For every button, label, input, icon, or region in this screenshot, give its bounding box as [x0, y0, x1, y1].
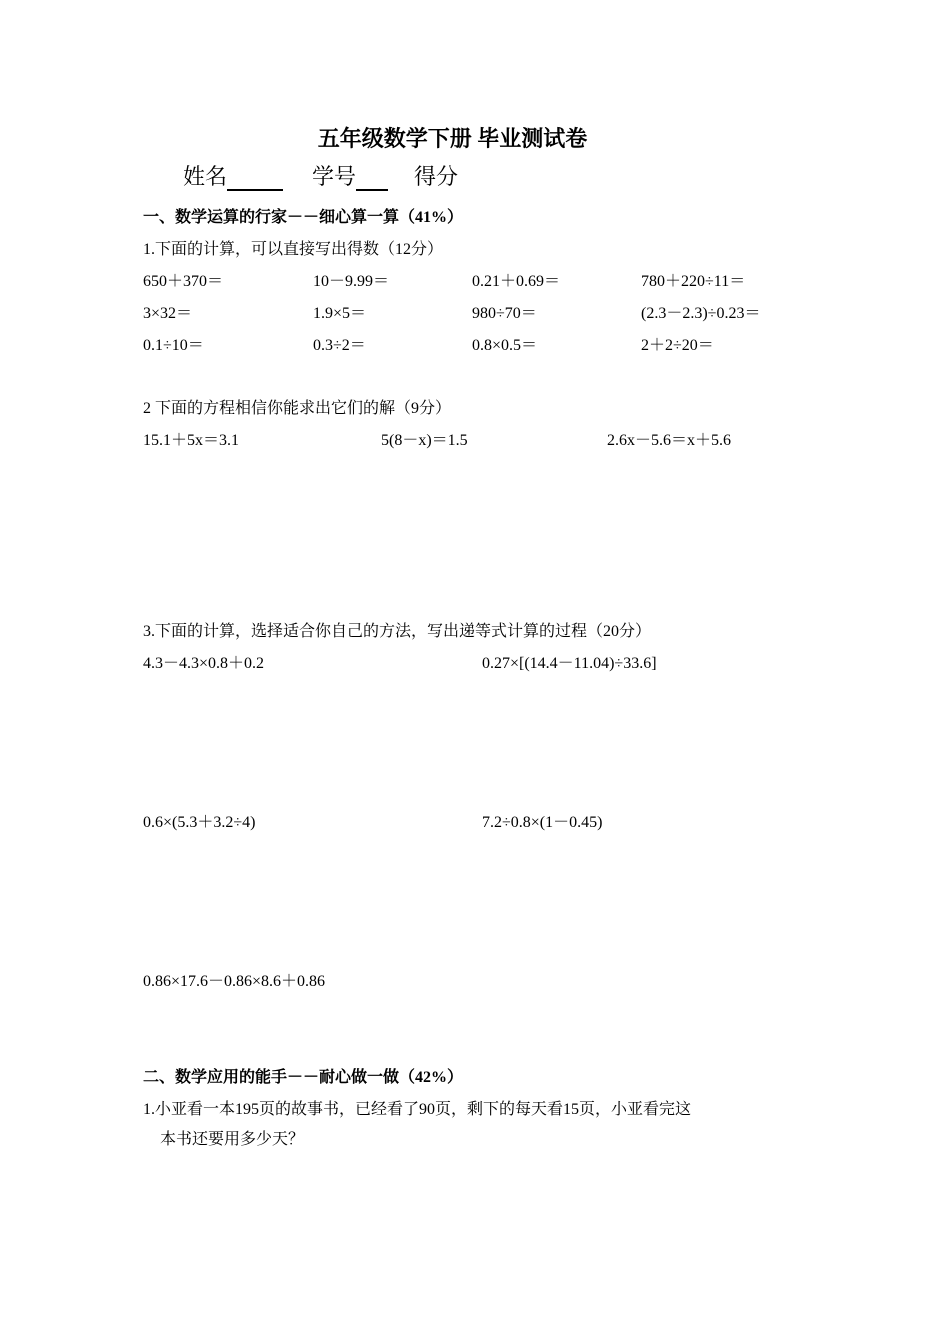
section2-heading: 二、数学应用的能手－－耐心做一做（42%） [143, 1069, 464, 1086]
section1-heading: 一、数学运算的行家－－细心算一算（41%） [143, 209, 464, 226]
q3-prompt: 3.下面的计算，选择适合你自己的方法，写出递等式计算的过程（20分） [143, 623, 652, 640]
q1-cell: 0.1÷10＝ [143, 337, 204, 354]
q2-equation: 2.6x－5.6＝x＋5.6 [607, 432, 732, 449]
q1-cell: 0.3÷2＝ [313, 337, 366, 354]
student-info-line [183, 160, 283, 191]
number-blank[interactable] [356, 167, 388, 191]
score-field [414, 160, 458, 191]
q2-prompt: 2 下面的方程相信你能求出它们的解（9分） [143, 400, 452, 417]
s2-q1-line2: 本书还要用多少天？ [160, 1131, 305, 1148]
q3-expression: 0.27×[(14.4－11.04)÷33.6] [482, 655, 657, 672]
q1-cell: 980÷70＝ [472, 305, 537, 322]
q1-cell: 1.9×5＝ [313, 305, 367, 322]
q1-cell: 0.21＋0.69＝ [472, 273, 561, 290]
number-field [312, 160, 388, 191]
q3-expression: 0.86×17.6－0.86×8.6＋0.86 [143, 973, 326, 990]
name-blank[interactable] [227, 167, 283, 191]
q1-cell: 0.8×0.5＝ [472, 337, 538, 354]
q1-cell: 10－9.99＝ [313, 273, 390, 290]
q1-cell: 650＋370＝ [143, 273, 224, 290]
score-label: 得分 [414, 164, 459, 189]
q1-prompt: 1.下面的计算，可以直接写出得数（12分） [143, 241, 444, 258]
q2-equation: 5(8－x)＝1.5 [381, 432, 468, 449]
q1-cell: 2＋2÷20＝ [641, 337, 714, 354]
q1-cell: 3×32＝ [143, 305, 193, 322]
s2-q1-line1: 1.小亚看一本195页的故事书，已经看了90页，剩下的每天看15页，小亚看完这 [143, 1101, 692, 1118]
q3-expression: 7.2÷0.8×(1－0.45) [482, 814, 603, 831]
name-label: 姓名 [183, 164, 228, 189]
q1-cell: (2.3－2.3)÷0.23＝ [641, 305, 761, 322]
q1-cell: 780＋220÷11＝ [641, 273, 746, 290]
q3-expression: 4.3－4.3×0.8＋0.2 [143, 655, 265, 672]
q2-equation: 15.1＋5x＝3.1 [143, 432, 240, 449]
page-title: 五年级数学下册 毕业测试卷 [317, 126, 588, 151]
number-label: 学号 [312, 164, 357, 189]
q3-expression: 0.6×(5.3＋3.2÷4) [143, 814, 256, 831]
